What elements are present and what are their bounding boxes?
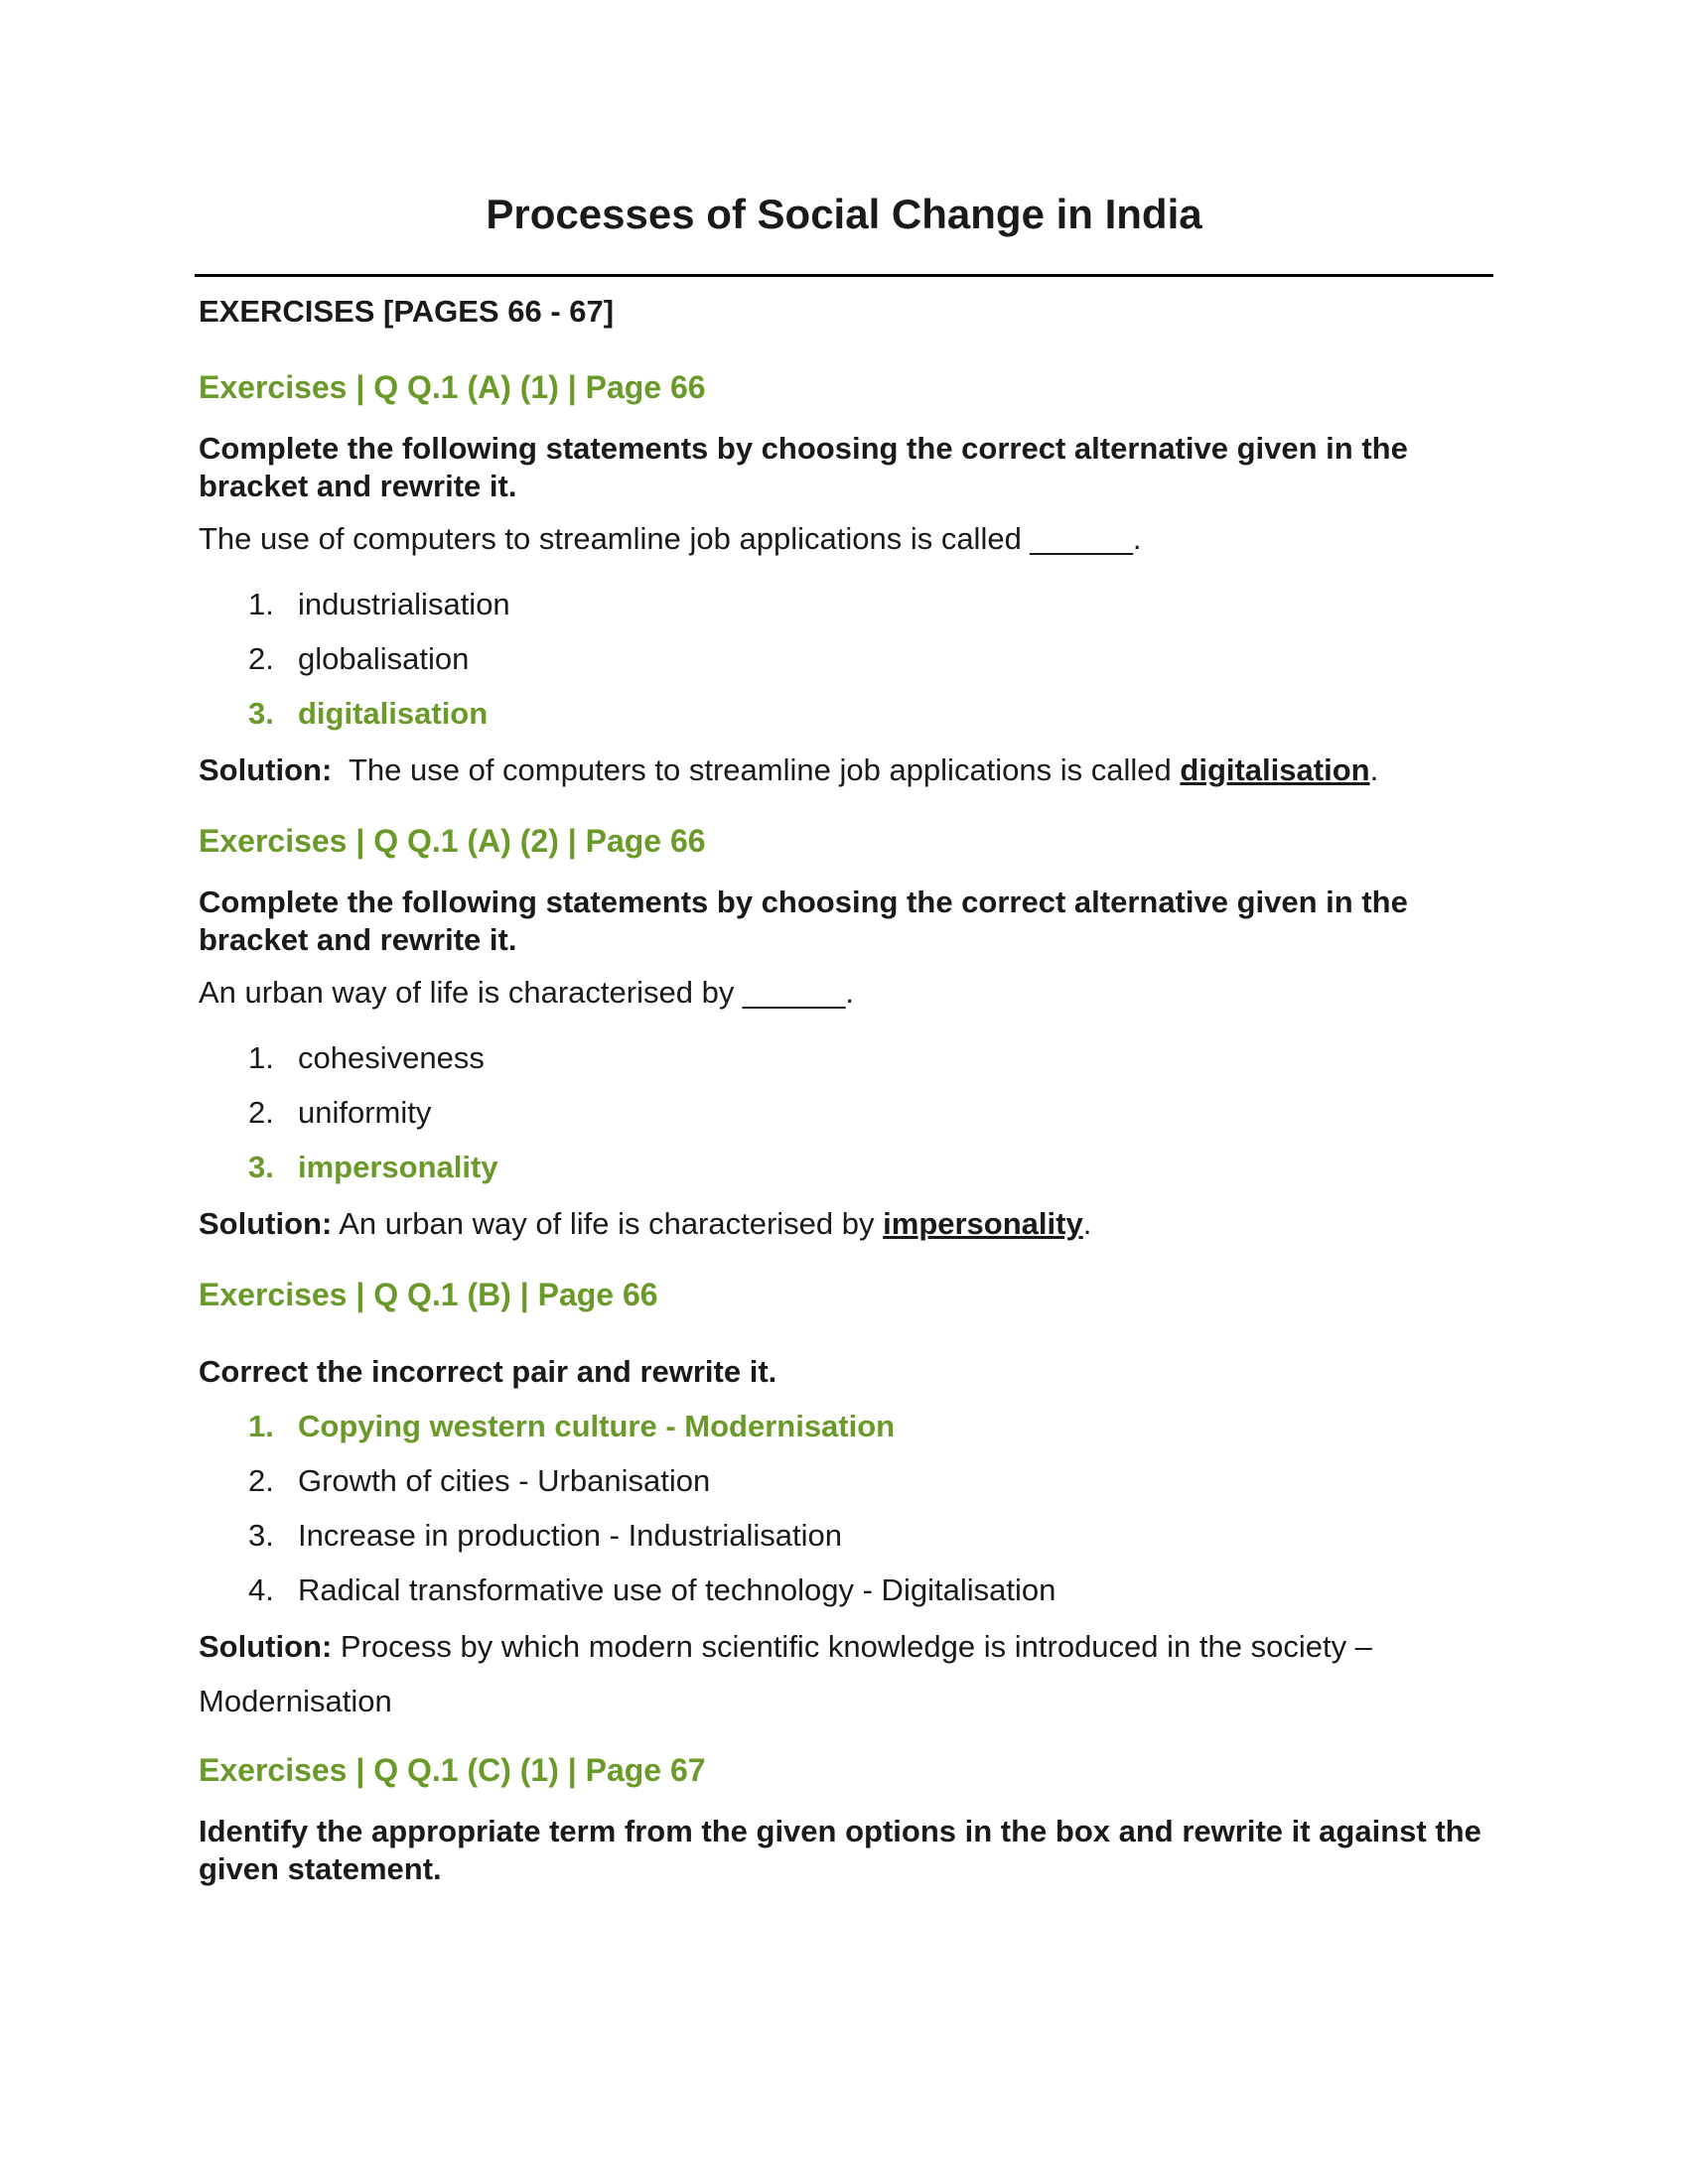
option-text: Copying western culture - Modernisation <box>298 1409 896 1443</box>
option-item <box>248 1516 1489 1556</box>
option-text: globalisation <box>298 641 470 676</box>
option-number: 3. <box>248 1150 274 1184</box>
solution-label: Solution: <box>199 1629 333 1664</box>
document-page <box>199 189 1489 1888</box>
solution-label: Solution: <box>199 752 333 787</box>
option-item-correct <box>248 1148 1489 1187</box>
exercise-heading: Exercises | Q Q.1 (B) | Page 66 <box>199 1277 658 1312</box>
option-number: 3. <box>248 1518 274 1553</box>
solution-text: The use of computers to streamline job applications is called <box>332 752 1181 787</box>
exercise-block <box>199 1277 1489 1728</box>
option-text: digitalisation <box>298 696 489 731</box>
option-number: 1. <box>248 587 274 621</box>
option-text: uniformity <box>298 1095 432 1130</box>
option-item-correct <box>248 1407 1489 1446</box>
solution <box>199 1196 1489 1251</box>
option-text: Radical transformative use of technology - Digitalisation <box>298 1572 1056 1607</box>
option-number: 1. <box>248 1409 274 1443</box>
options-list <box>199 585 1489 734</box>
solution-text: Process by which modern scientific knowledge is introduced in the society – Modernisation <box>199 1629 1372 1718</box>
solution-end: . <box>1082 1206 1092 1241</box>
exercise-block <box>199 1752 1489 1888</box>
options-list <box>199 1407 1489 1610</box>
option-item <box>248 639 1489 679</box>
option-item <box>248 1093 1489 1133</box>
option-item <box>248 1570 1489 1610</box>
option-number: 1. <box>248 1040 274 1075</box>
exercise-block <box>199 369 1489 797</box>
page-title: Processes of Social Change in India <box>486 191 1202 237</box>
option-text: Growth of cities - Urbanisation <box>298 1463 711 1498</box>
option-number: 2. <box>248 1095 274 1130</box>
exercise-heading: Exercises | Q Q.1 (C) (1) | Page 67 <box>199 1752 706 1788</box>
solution-text: An urban way of life is characterised by <box>332 1206 884 1241</box>
option-text: cohesiveness <box>298 1040 485 1075</box>
option-text: industrialisation <box>298 587 510 621</box>
option-item <box>248 585 1489 624</box>
option-number: 2. <box>248 641 274 676</box>
exercise-statement: An urban way of life is characterised by ______. <box>199 975 854 1010</box>
solution-answer: digitalisation <box>1180 752 1370 787</box>
option-item <box>248 1038 1489 1078</box>
option-item <box>248 1461 1489 1501</box>
option-item-correct <box>248 694 1489 734</box>
exercise-instruction: Identify the appropriate term from the given options in the box and rewrite it against the given statement. <box>199 1814 1481 1886</box>
exercise-statement: The use of computers to streamline job applications is called ______. <box>199 521 1142 556</box>
solution <box>199 743 1489 797</box>
solution-answer: impersonality <box>883 1206 1083 1241</box>
solution <box>199 1619 1489 1728</box>
options-list <box>199 1038 1489 1187</box>
exercise-heading: Exercises | Q Q.1 (A) (1) | Page 66 <box>199 369 706 405</box>
solution-end: . <box>1369 752 1379 787</box>
option-number: 4. <box>248 1572 274 1607</box>
title-divider <box>195 274 1493 277</box>
exercise-instruction: Complete the following statements by choosing the correct alternative given in the bracket and rewrite it. <box>199 431 1408 503</box>
option-number: 2. <box>248 1463 274 1498</box>
exercise-block <box>199 823 1489 1251</box>
option-text: impersonality <box>298 1150 498 1184</box>
section-heading: EXERCISES [PAGES 66 - 67] <box>199 294 615 329</box>
exercise-instruction: Complete the following statements by choosing the correct alternative given in the bracket and rewrite it. <box>199 885 1408 957</box>
option-text: Increase in production - Industrialisation <box>298 1518 842 1553</box>
exercise-heading: Exercises | Q Q.1 (A) (2) | Page 66 <box>199 823 706 859</box>
exercise-instruction: Correct the incorrect pair and rewrite it. <box>199 1354 777 1389</box>
solution-label: Solution: <box>199 1206 333 1241</box>
option-number: 3. <box>248 696 274 731</box>
